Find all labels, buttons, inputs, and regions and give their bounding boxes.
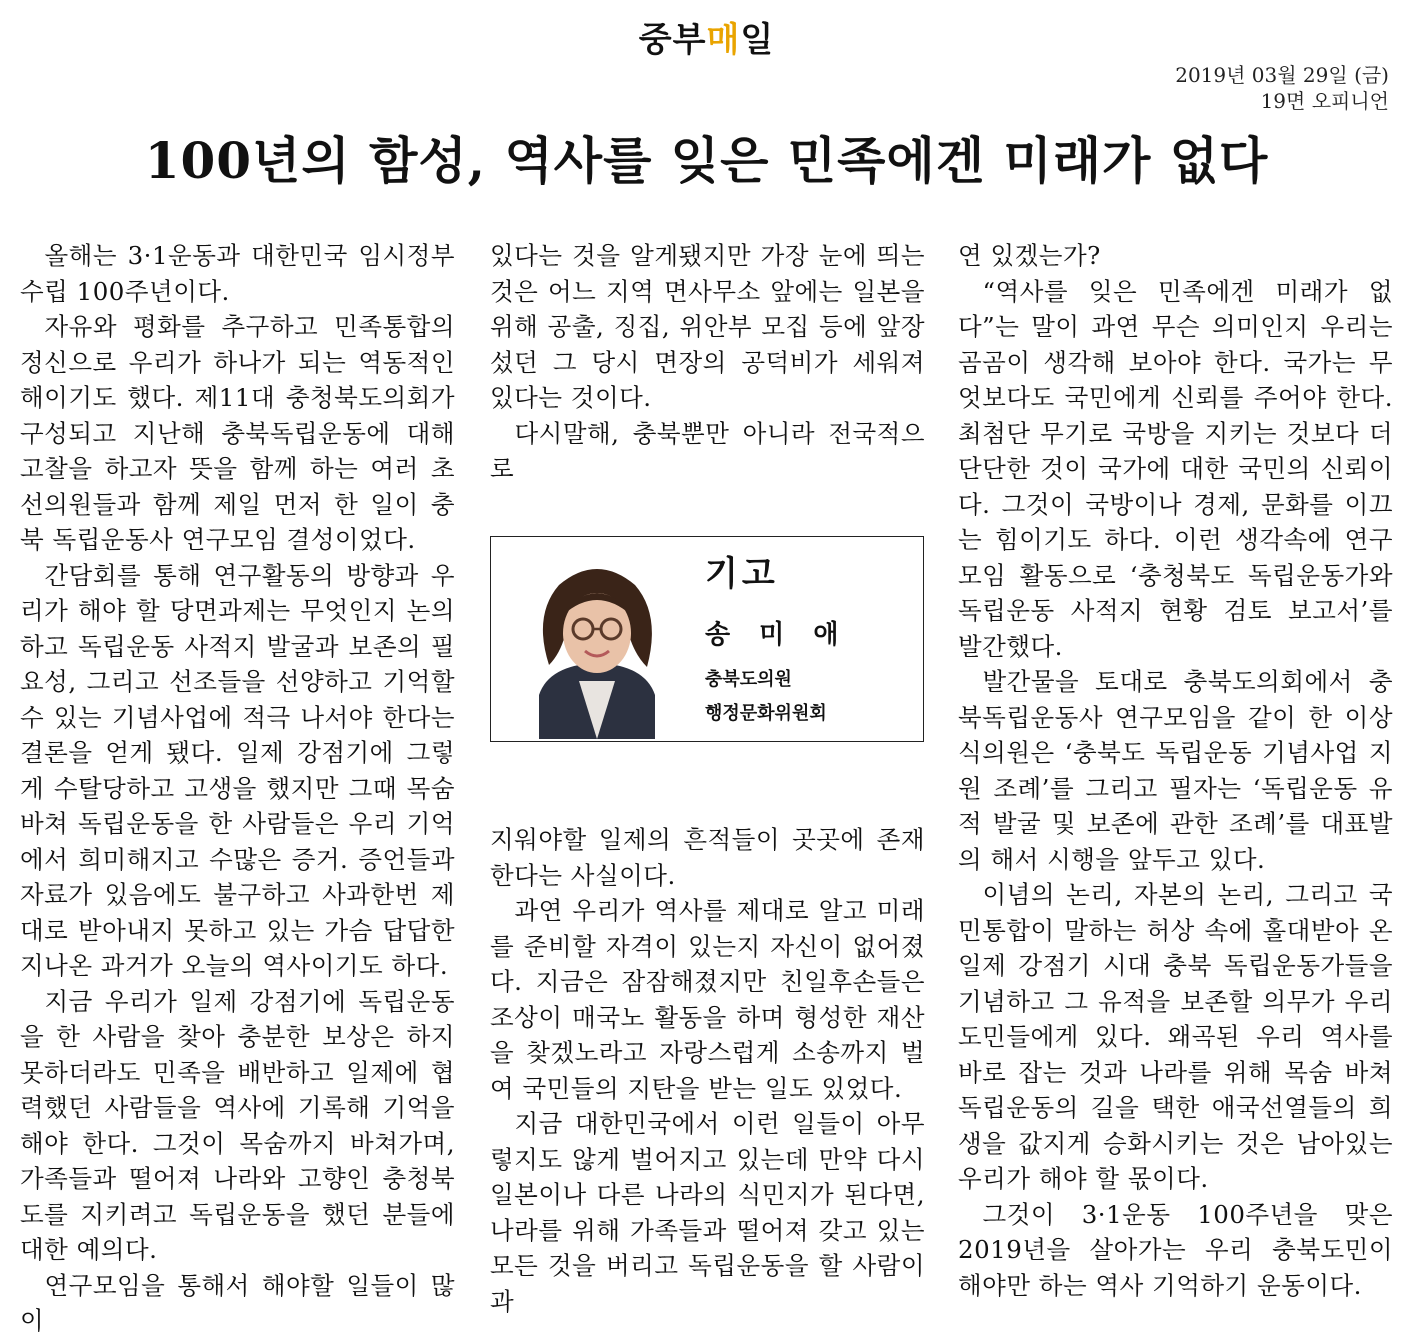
paragraph: “역사를 잊은 민족에겐 미래가 없다”는 말이 과연 무슨 의미인지 우리는 곰곰이 생각해 보아야 한다. 국가는 무엇보다도 국민에게 신뢰를 주어야 한다. 최첨단 무기로 국방을 지키는 것보다 더 단단한 것이 국가에 대한 국민의 신뢰이다. 그것이 국방이나 경제, 문화를 이끄는 힘이기도 하다. 이런 생각속에 연구모임 활동으로 ‘충청북도 독립운동가와 독립운동 사적지 현황 검토 보고서’를 발간했다. [958, 276, 1393, 661]
paragraph: 연 있겠는가? [958, 241, 1101, 270]
paragraph: 자유와 평화를 추구하고 민족통합의 정신으로 우리가 하나가 되는 역동적인 해이기도 했다. 제11대 충청북도의회가 구성되고 지난해 충북독립운동에 대해 고찰을 하고자 뜻을 함께 하는 여러 초선의원들과 함께 제일 먼저 한 일이 충북 독립운동사 연구모임 결성이었다. [20, 312, 455, 554]
byline-box [490, 536, 924, 742]
paragraph: 발간물을 토대로 충북도의회에서 충북독립운동사 연구모임을 같이 한 이상식의원은 ‘충북도 독립운동 기념사업 지원 조례’를 그리고 필자는 ‘독립운동 유적 발굴 및 보존에 관한 조례’를 대표발의 해서 시행을 앞두고 있다. [958, 667, 1393, 874]
paragraph: 올해는 3·1운동과 대한민국 임시정부 수립 100주년이다. [20, 241, 455, 306]
paragraph: 간담회를 통해 연구활동의 방향과 우리가 해야 할 당면과제는 무엇인지 논의하고 독립운동 사적지 발굴과 보존의 필요성, 그리고 선조들을 선양하고 기억할 수 있는 기념사업에 적극 나서야 한다는 결론을 얻게 됐다. 일제 강점기에 그렇게 수탈당하고 고생을 했지만 그때 목숨 바쳐 독립운동을 한 사람들은 우리 기억에서 희미해지고 수많은 증거. 증언들과 자료가 있음에도 불구하고 사과한번 제대로 받아내지 못하고 있는 가슴 답답한 지나온 과거가 오늘의 역사이기도 하다. [20, 560, 455, 980]
paragraph: 그것이 3·1운동 100주년을 맞은 2019년을 살아가는 우리 충북도민이 해야만 하는 역사 기억하기 운동이다. [958, 1199, 1393, 1300]
article-column-3 [958, 238, 1393, 1303]
paragraph: 지금 대한민국에서 이런 일들이 아무렇지도 않게 벌어지고 있는데 만약 다시 일본이나 다른 나라의 식민지가 된다면, 나라를 위해 가족들과 떨어져 갖고 있는 모든 것을 버리고 독립운동을 할 사람이 과 [490, 1109, 925, 1316]
newspaper-logo [0, 12, 1413, 61]
byline-text [705, 547, 848, 731]
page-section: 19면 오피니언 [1260, 89, 1389, 113]
paragraph: 있다는 것을 알게됐지만 가장 눈에 띄는 것은 어느 지역 면사무소 앞에는 일본을 위해 공출, 징집, 위안부 모집 등에 앞장섰던 그 당시 면장의 공덕비가 세워져 있다는 것이다. [490, 241, 925, 412]
byline-label: 기고 [705, 554, 779, 594]
paragraph: 지워야할 일제의 흔적들이 곳곳에 존재한다는 사실이다. [490, 825, 925, 890]
article-column-1 [20, 238, 455, 1339]
dateline [1175, 62, 1389, 114]
author-role: 충북도의원 [705, 669, 792, 690]
author-name: 송 미 애 [705, 620, 849, 650]
author-photo [509, 545, 685, 739]
paragraph: 다시말해, 충북뿐만 아니라 전국적으로 [490, 418, 925, 483]
paragraph: 과연 우리가 역사를 제대로 알고 미래를 준비할 자격이 있는지 자신이 없어졌다. 지금은 잠잠해졌지만 친일후손들은 조상이 매국노 활동을 하며 형성한 재산을 찾겠노라고 자랑스럽게 소송까지 벌여 국민들의 지탄을 받는 일도 있었다. [490, 896, 925, 1103]
article-headline: 100년의 함성, 역사를 잊은 민족에겐 미래가 없다 [144, 131, 1269, 190]
paragraph: 이념의 논리, 자본의 논리, 그리고 국민통합이 말하는 허상 속에 홀대받아 온 일제 강점기 시대 충북 독립운동가들을 기념하고 그 유적을 보존할 의무가 우리 도민들에게 있다. 왜곡된 우리 역사를 바로 잡는 것과 나라를 위해 목숨 바쳐 독립운동의 길을 택한 애국선열들의 희생을 값지게 승화시키는 것은 남아있는 우리가 해야 할 몫이다. [958, 880, 1393, 1193]
logo-text-tail: 일 [740, 20, 775, 60]
paragraph: 지금 우리가 일제 강점기에 독립운동을 한 사람을 찾아 충분한 보상은 하지 못하더라도 민족을 배반하고 일제에 협력했던 사람들을 역사에 기록해 기억을 해야 한다. 그것이 목숨까지 바쳐가며, 가족들과 떨어져 나라와 고향인 충청북도를 지키려고 독립운동을 했던 분들에 대한 예의다. [20, 986, 455, 1264]
logo-text-main: 중부 [638, 20, 707, 60]
publish-date: 2019년 03월 29일 (금) [1175, 63, 1389, 87]
paragraph: 연구모임을 통해서 해야할 일들이 많이 [20, 1270, 455, 1335]
author-committee: 행정문화위원회 [705, 703, 827, 724]
article-column-2-bottom [490, 822, 925, 1319]
article-column-2-top [490, 238, 925, 487]
logo-text-accent: 매 [706, 20, 741, 60]
